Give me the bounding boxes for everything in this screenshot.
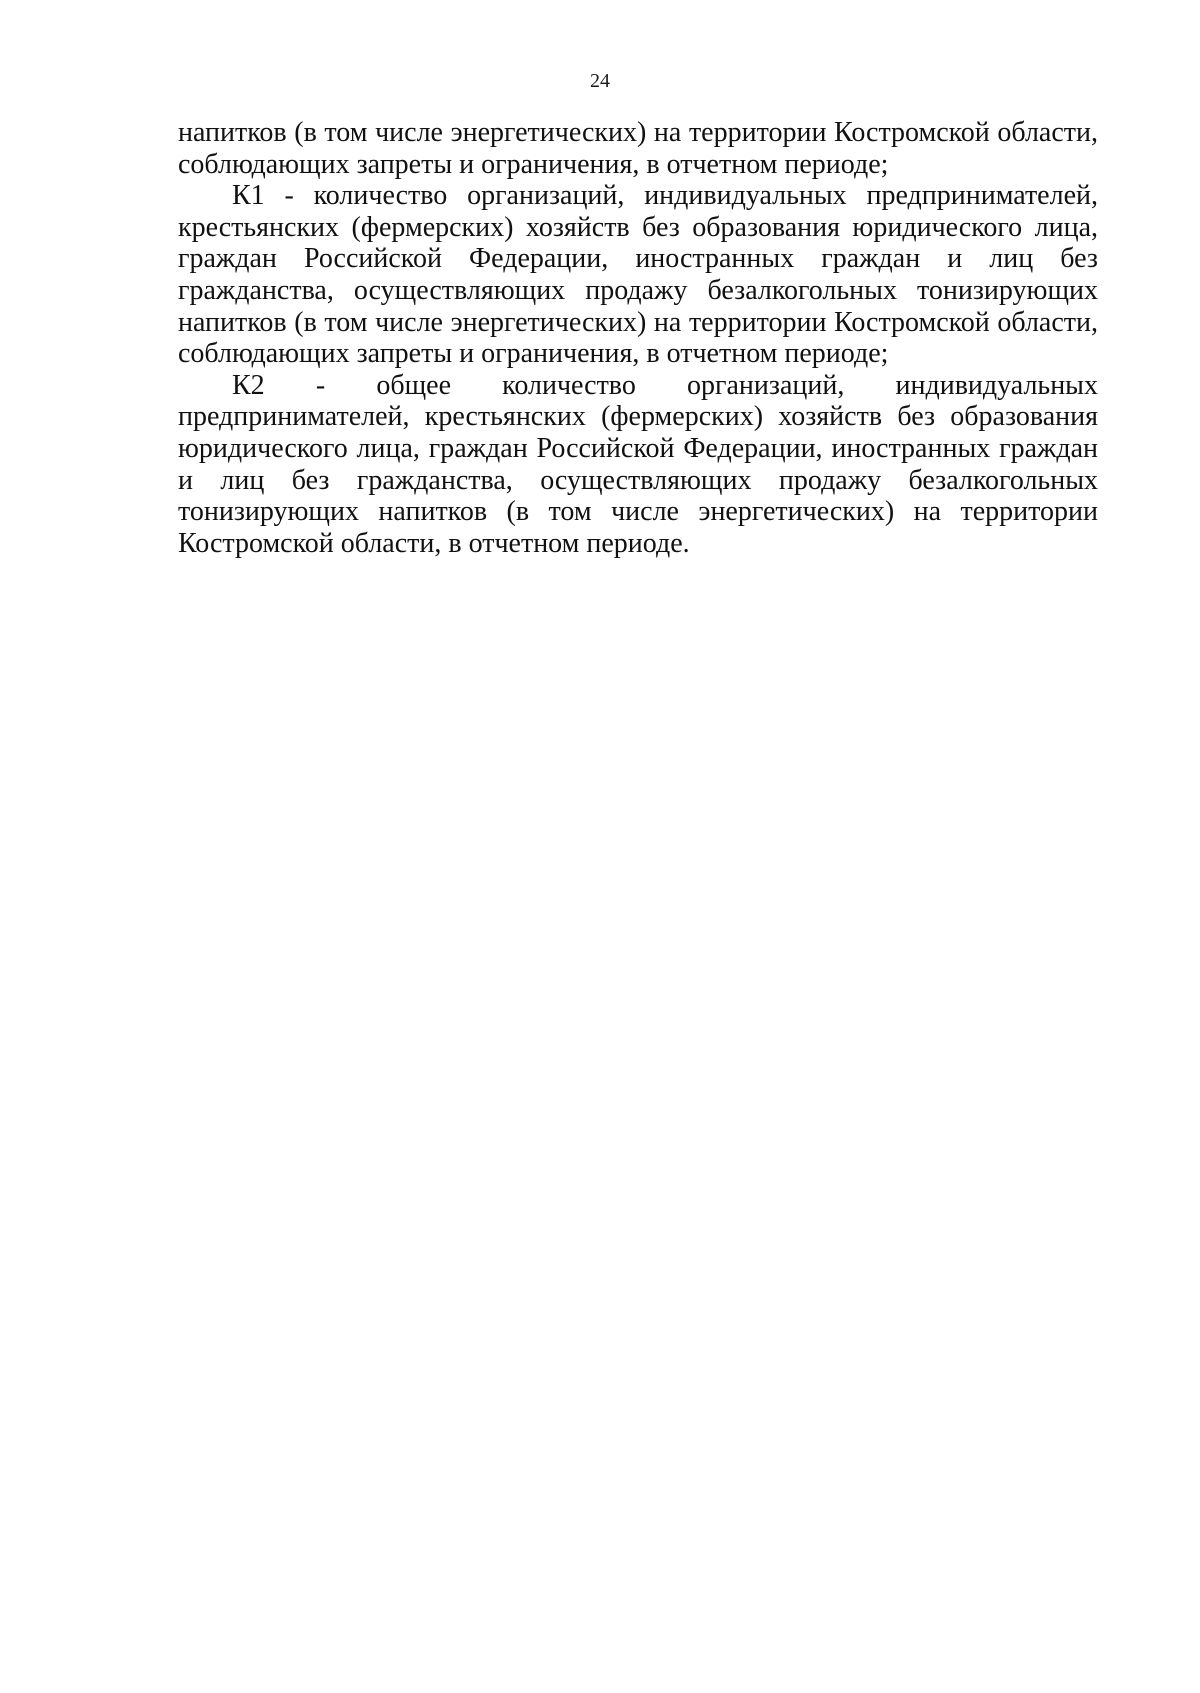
page-number: 24 bbox=[590, 70, 610, 92]
document-body bbox=[178, 117, 1098, 559]
paragraph-k2-definition: К2 - общее количество организаций, индивидуальных предпринимателей, крестьянских (фермерских) хозяйств без образования юридического лица, граждан Российской Федерации, иностранных граждан и лиц без гражданства, осуществляющих продажу безалкогольных тонизирующих напитков (в том числе энергетических) на территории Костромской области, в отчетном периоде. bbox=[178, 369, 1098, 559]
paragraph-k1-definition: К1 - количество организаций, индивидуальных предпринимателей, крестьянских (фермерских) хозяйств без образования юридического лица, граждан Российской Федерации, иностранных граждан и лиц без гражданства, осуществляющих продажу безалкогольных тонизирующих напитков (в том числе энергетических) на территории Костромской области, соблюдающих запреты и ограничения, в отчетном периоде; bbox=[178, 180, 1098, 370]
paragraph-continuation: напитков (в том числе энергетических) на территории Костромской области, соблюдающих запреты и ограничения, в отчетном периоде; bbox=[178, 117, 1098, 180]
